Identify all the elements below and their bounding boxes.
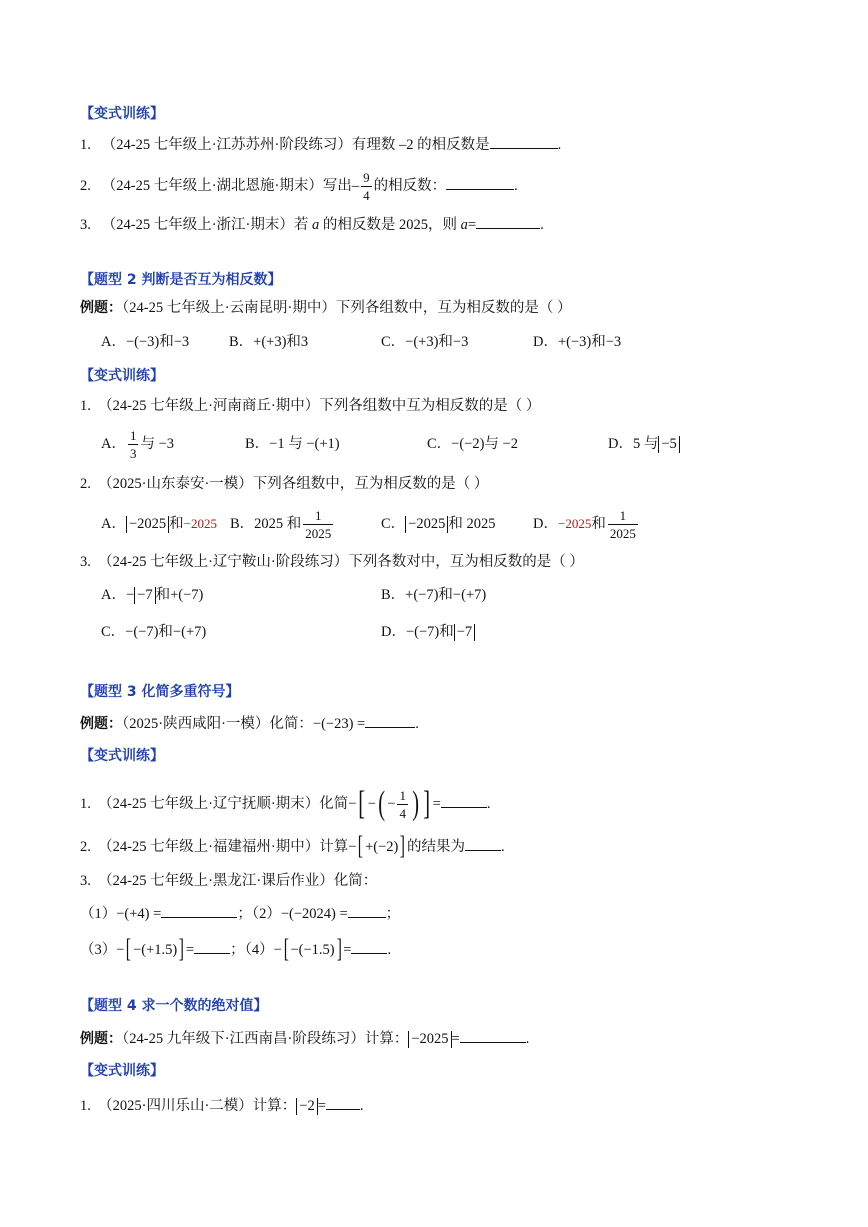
variant-training-header-2: 【变式训练】 bbox=[80, 368, 164, 384]
t2-q2-option-b: B．2025 和 $\frac{1}{2025}$ bbox=[230, 508, 332, 542]
absolute-value: −7 bbox=[134, 587, 155, 604]
t2-example-option-c: C．−(+3)和−3 bbox=[381, 334, 469, 350]
t2-q3-option-d: D．−(−7)和 −7 bbox=[381, 622, 475, 642]
question-text: （24-25 七年级上·黑龙江·课后作业）化简： bbox=[98, 873, 378, 889]
t2-q3-option-b: B．+(−7)和−(+7) bbox=[381, 587, 487, 603]
variable-a: a bbox=[312, 217, 320, 233]
question-text: （24-25 七年级上·江苏苏州·阶段练习）有理数 bbox=[101, 137, 396, 153]
absolute-value: −7 bbox=[454, 624, 475, 641]
variable-a: a bbox=[460, 217, 468, 233]
t2-q1-option-d: D．5 与 −5 bbox=[608, 434, 680, 454]
question-number: 1. bbox=[80, 1098, 91, 1114]
t2-q3-option-c: C．−(−7)和−(+7) bbox=[101, 624, 207, 640]
question-text: （24-25 七年级上·辽宁鞍山·阶段练习）下列各数对中，互为相反数的是（ ） bbox=[98, 554, 584, 570]
question-value: –2 bbox=[398, 137, 414, 153]
t4-example: 例题：（24-25 九年级下·江西南昌·阶段练习）计算： −2025 = . bbox=[80, 1028, 529, 1049]
question-text: （24-25 七年级上·福建福州·期中）计算 bbox=[98, 839, 349, 855]
example-text: （2025·陕西咸阳·一模）化简： bbox=[122, 716, 313, 732]
t2-q2-option-c: C． −2025 和 2025 bbox=[381, 516, 496, 532]
t4-question-1: 1. （2025·四川乐山·二模）计算： −2 = . bbox=[80, 1095, 364, 1116]
t2-q2-option-a: A． −2025 和−2025 bbox=[101, 516, 218, 532]
type-2-header: 【题型 2 判断是否互为相反数】 bbox=[80, 272, 282, 288]
answer-blank[interactable] bbox=[460, 1028, 526, 1043]
answer-blank[interactable] bbox=[161, 903, 237, 918]
s1-question-2 bbox=[80, 168, 518, 204]
t3-q3-parts-1-2: （1）−(+4) = ；（2）−(−2024) = ； bbox=[80, 903, 400, 924]
question-number: 3. bbox=[80, 554, 91, 570]
t3-q3-parts-3-4: （3）−[ −(+1.5)] = ；（4）−[ −(−1.5)] = . bbox=[80, 934, 392, 963]
question-number: 2. bbox=[80, 178, 91, 194]
neg-sign: – bbox=[351, 178, 360, 194]
question-mid: 的相反数是 2025，则 bbox=[322, 217, 457, 233]
expression: −(−23) = bbox=[312, 716, 366, 732]
answer-blank[interactable] bbox=[446, 175, 514, 190]
t3-question-3 bbox=[80, 871, 377, 891]
absolute-value: −2 bbox=[296, 1098, 317, 1115]
t3-question-1: 1. （24-25 七年级上·辽宁抚顺·期末）化简−[ −( − $\frac{1}{4}$ ) ] = . bbox=[80, 785, 491, 822]
example-text: （24-25 九年级下·江西南昌·阶段练习）计算： bbox=[122, 1031, 409, 1047]
t2-q2-option-d: D．−2025和 $\frac{1}{2025}$ bbox=[533, 508, 636, 542]
question-text: （2025·四川乐山·二模）计算： bbox=[98, 1098, 297, 1114]
period: . bbox=[540, 217, 544, 233]
s1-question-3 bbox=[80, 214, 544, 235]
absolute-value: −2025 bbox=[126, 516, 169, 533]
question-text: （2025·山东泰安·一模）下列各组数中，互为相反数的是（ ） bbox=[98, 476, 489, 492]
answer-blank[interactable] bbox=[476, 214, 540, 229]
question-number: 3. bbox=[80, 217, 91, 233]
fraction: $\frac{1}{2025}$ bbox=[609, 508, 636, 542]
question-number: 1. bbox=[80, 137, 91, 153]
fraction: $\frac{9}{4}$ bbox=[363, 170, 370, 204]
t2-q1-option-c: C．−(−2)与 −2 bbox=[427, 436, 518, 452]
period: . bbox=[557, 137, 562, 153]
answer-blank[interactable] bbox=[194, 939, 230, 954]
example-text: （24-25 七年级上·云南昆明·期中）下列各组数中，互为相反数的是（ ） bbox=[122, 300, 572, 316]
t3-question-2: 2. （24-25 七年级上·福建福州·期中）计算−[ +(−2)] 的结果为 . bbox=[80, 831, 505, 860]
t3-example: 例题：（2025·陕西咸阳·一模）化简：−(−23) = . bbox=[80, 713, 419, 734]
t2-question-1 bbox=[80, 396, 540, 416]
variant-training-header-1: 【变式训练】 bbox=[80, 106, 164, 122]
question-tail: 的相反数是 bbox=[417, 137, 490, 153]
equals: = bbox=[467, 217, 477, 233]
period: . bbox=[514, 178, 518, 194]
t2-q1-option-b: B．−1 与 −(+1) bbox=[245, 436, 340, 452]
example-label: 例题： bbox=[80, 1031, 122, 1047]
type-3-header: 【题型 3 化简多重符号】 bbox=[80, 684, 240, 700]
answer-blank[interactable] bbox=[348, 903, 386, 918]
answer-blank[interactable] bbox=[465, 836, 501, 851]
absolute-value: −2025 bbox=[405, 516, 448, 533]
absolute-value: −5 bbox=[658, 436, 679, 453]
s1-question-1 bbox=[80, 134, 561, 155]
t2-example-option-b: B．+(+3)和3 bbox=[229, 334, 309, 350]
answer-blank[interactable] bbox=[326, 1095, 360, 1110]
t2-question-3 bbox=[80, 552, 584, 572]
question-number: 2. bbox=[80, 476, 91, 492]
answer-blank[interactable] bbox=[365, 713, 415, 728]
fraction: $\frac{1}{2025}$ bbox=[305, 508, 332, 542]
variant-training-header-3: 【变式训练】 bbox=[80, 748, 164, 764]
t2-example bbox=[80, 298, 571, 318]
t2-q3-option-a: A．− −7 和+(−7) bbox=[101, 587, 204, 603]
type-4-header: 【题型 4 求一个数的绝对值】 bbox=[80, 998, 268, 1014]
answer-blank[interactable] bbox=[351, 939, 387, 954]
t2-q1-option-a: A． $\frac{1}{3}$ 与 −3 bbox=[101, 428, 175, 462]
example-label: 例题： bbox=[80, 716, 122, 732]
question-text: （24-25 七年级上·河南商丘·期中）下列各组数中互为相反数的是（ ） bbox=[98, 398, 541, 414]
fraction: $\frac{1}{3}$ bbox=[129, 428, 137, 462]
t2-example-option-d: D．+(−3)和−3 bbox=[533, 334, 622, 350]
absolute-value: −2025 bbox=[408, 1031, 451, 1048]
question-number: 1. bbox=[80, 398, 91, 414]
answer-blank[interactable] bbox=[490, 134, 558, 149]
question-text: （24-25 七年级上·湖北恩施·期末）写出 bbox=[101, 178, 352, 194]
example-label: 例题： bbox=[80, 300, 122, 316]
question-text: （24-25 七年级上·浙江·期末）若 bbox=[101, 217, 309, 233]
question-number: 2. bbox=[80, 839, 91, 855]
t2-question-2 bbox=[80, 474, 488, 494]
question-number: 3. bbox=[80, 873, 91, 889]
fraction: $\frac{1}{4}$ bbox=[399, 788, 406, 822]
variant-training-header-4: 【变式训练】 bbox=[80, 1063, 164, 1079]
question-text: （24-25 七年级上·辽宁抚顺·期末）化简 bbox=[98, 796, 349, 812]
answer-blank[interactable] bbox=[441, 793, 487, 808]
question-tail: 的相反数： bbox=[373, 178, 447, 194]
question-number: 1. bbox=[80, 796, 91, 812]
t2-example-option-a: A．−(−3)和−3 bbox=[101, 334, 190, 350]
